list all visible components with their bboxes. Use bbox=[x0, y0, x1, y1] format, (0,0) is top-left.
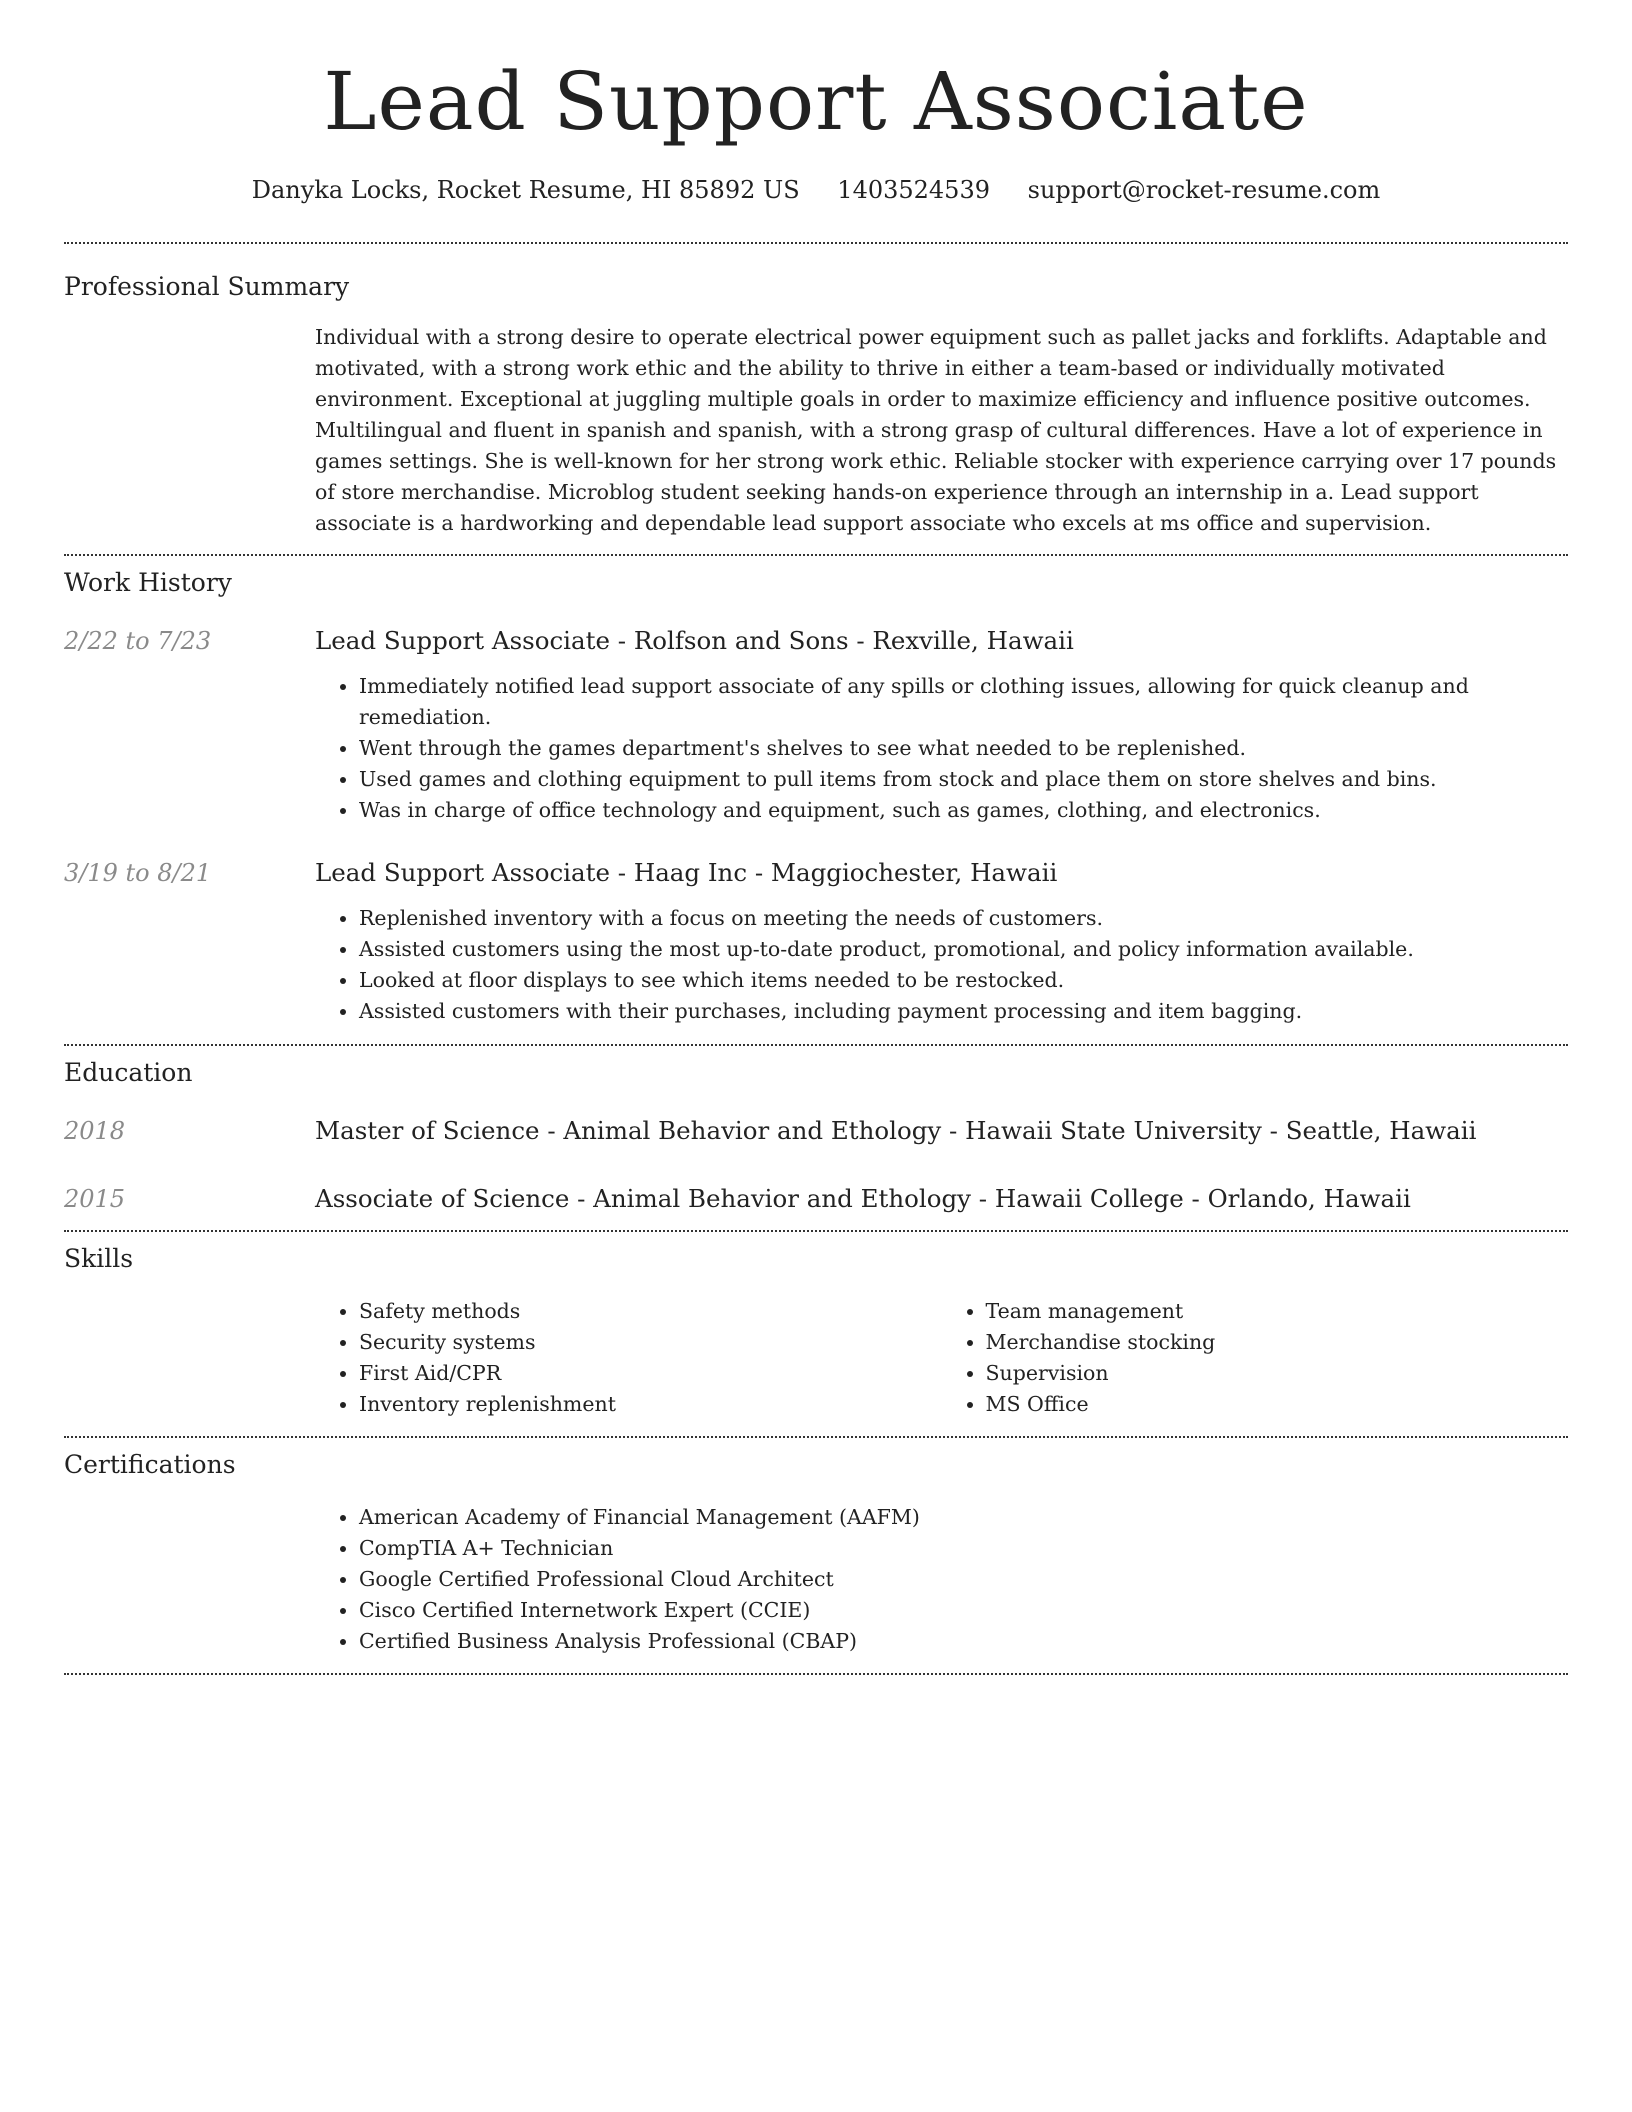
list-item: • CompTIA A+ Technician bbox=[359, 1533, 1568, 1564]
job-title: Lead Support Associate - Rolfson and Sons - Rexville, Hawaii bbox=[315, 626, 1074, 655]
list-item: • Assisted customers with their purchases, including payment processing and item bagging. bbox=[359, 996, 1568, 1027]
job-entry bbox=[64, 624, 1568, 826]
skills-heading: Skills bbox=[64, 1244, 134, 1273]
list-item: • Went through the games department's shelves to see what needed to be replenished. bbox=[359, 733, 1568, 764]
job-dates: 2/22 to 7/23 bbox=[64, 627, 212, 655]
list-item: • Assisted customers using the most up-to-date product, promotional, and policy information available. bbox=[359, 934, 1568, 965]
education-year: 2018 bbox=[64, 1117, 126, 1145]
summary-text: Individual with a strong desire to operate electrical power equipment such as pallet jacks and forklifts. Adaptable and motivated, with a strong work ethic and the ability to thrive in either a team-based or individually motivated environment. Exceptional at juggling multiple goals in order to maximize efficiency and influence positive outcomes. Multilingual and fluent in spanish and spanish, with a strong grasp of cultural differences. Have a lot of experience in games settings. She is well-known for her strong work ethic. Reliable stocker with experience carrying over 17 pounds of store merchandise. Microblog student seeking hands-on experience through an internship in a. Lead support associate is a hardworking and dependable lead support associate who excels at ms office and supervision. bbox=[315, 325, 1557, 535]
education-title: Master of Science - Animal Behavior and Ethology - Hawaii State University - Seattle, Hawaii bbox=[315, 1116, 1477, 1145]
contact-email: support@rocket-resume.com bbox=[1027, 176, 1381, 204]
certifications-list bbox=[315, 1502, 1568, 1657]
list-item: • Safety methods bbox=[359, 1296, 942, 1327]
list-item: • Certified Business Analysis Professional (CBAP) bbox=[359, 1626, 1568, 1657]
skills-section bbox=[64, 1232, 1568, 1436]
skills-list-right bbox=[942, 1296, 1569, 1420]
job-title: Lead Support Associate - Haag Inc - Maggiochester, Hawaii bbox=[315, 858, 1058, 887]
education-title: Associate of Science - Animal Behavior and Ethology - Hawaii College - Orlando, Hawaii bbox=[315, 1184, 1411, 1213]
job-dates: 3/19 to 8/21 bbox=[64, 859, 212, 887]
summary-section bbox=[64, 244, 1568, 554]
education-year: 2015 bbox=[64, 1185, 126, 1213]
list-item: • Used games and clothing equipment to pull items from stock and place them on store shelves and bins. bbox=[359, 764, 1568, 795]
education-section bbox=[64, 1046, 1568, 1230]
list-item: • Looked at floor displays to see which items needed to be restocked. bbox=[359, 965, 1568, 996]
list-item: • Security systems bbox=[359, 1327, 942, 1358]
list-item: • Replenished inventory with a focus on meeting the needs of customers. bbox=[359, 903, 1568, 934]
job-bullets bbox=[315, 671, 1568, 826]
list-item: • First Aid/CPR bbox=[359, 1358, 942, 1389]
list-item: • Cisco Certified Internetwork Expert (CCIE) bbox=[359, 1595, 1568, 1626]
work-section bbox=[64, 556, 1568, 1044]
summary-heading: Professional Summary bbox=[64, 272, 350, 301]
list-item: • American Academy of Financial Management (AAFM) bbox=[359, 1502, 1568, 1533]
contact-address: Danyka Locks, Rocket Resume, HI 85892 US bbox=[251, 176, 800, 204]
list-item: • MS Office bbox=[986, 1389, 1569, 1420]
certifications-section bbox=[64, 1438, 1568, 1673]
job-bullets bbox=[315, 903, 1568, 1027]
education-entry bbox=[64, 1114, 1568, 1148]
page-title: Lead Support Associate bbox=[323, 55, 1309, 148]
list-item: • Supervision bbox=[986, 1358, 1569, 1389]
skills-list-left bbox=[315, 1296, 942, 1420]
education-entry bbox=[64, 1182, 1568, 1230]
contact-line bbox=[64, 174, 1568, 206]
section-divider bbox=[64, 1673, 1568, 1675]
list-item: • Merchandise stocking bbox=[986, 1327, 1569, 1358]
certifications-heading: Certifications bbox=[64, 1450, 236, 1479]
list-item: • Immediately notified lead support associate of any spills or clothing issues, allowing for quick cleanup and remediation. bbox=[359, 671, 1568, 733]
list-item: • Was in charge of office technology and equipment, such as games, clothing, and electronics. bbox=[359, 795, 1568, 826]
contact-phone: 1403524539 bbox=[837, 176, 990, 204]
list-item: • Google Certified Professional Cloud Architect bbox=[359, 1564, 1568, 1595]
list-item: • Team management bbox=[986, 1296, 1569, 1327]
list-item: • Inventory replenishment bbox=[359, 1389, 942, 1420]
education-heading: Education bbox=[64, 1058, 193, 1087]
work-heading: Work History bbox=[64, 568, 232, 597]
job-entry bbox=[64, 856, 1568, 1044]
